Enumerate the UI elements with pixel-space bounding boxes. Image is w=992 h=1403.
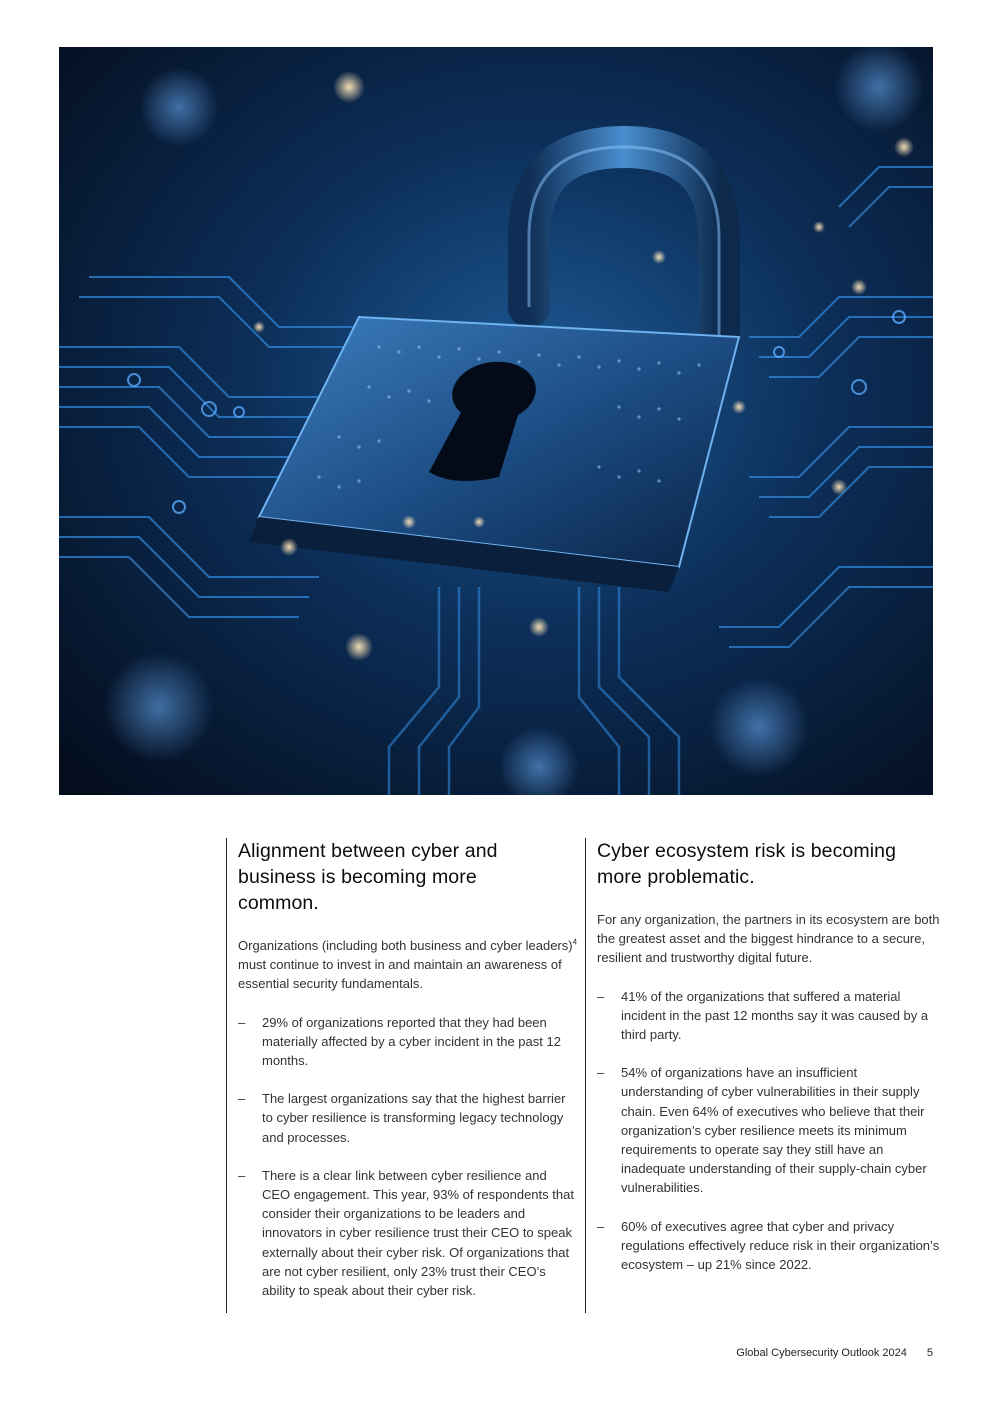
bullet-dash: – [597,1218,605,1234]
padlock-circuit-illustration [59,47,933,795]
list-item [597,987,942,1045]
page-footer [736,1347,933,1359]
right-bullet-list [597,987,942,1275]
list-item [597,1063,942,1197]
footnote-ref[interactable]: 4 [572,937,578,947]
list-item [238,1013,578,1071]
left-column [226,838,578,1313]
left-bullet-list [238,1013,578,1301]
right-intro: For any organization, the partners in its ecosystem are both the greatest asset and the biggest hindrance to a secure, resilient and trustworthy digital future. [597,912,940,966]
list-item [597,1217,942,1275]
left-intro [238,936,578,994]
bullet-text: 60% of executives agree that cyber and privacy regulations effectively reduce risk in their organization’s ecosystem – up 21% since 2022. [621,1218,940,1273]
bullet-text: The largest organizations say that the highest barrier to cyber resilience is transforming legacy technology and processes. [262,1091,566,1145]
bullet-dash: – [597,988,605,1004]
bullet-dash: – [597,1065,605,1081]
bullet-text: There is a clear link between cyber resilience and CEO engagement. This year, 93% of respondents that consider their organizations to be leaders and innovators in cyber resilience trust their CEO to speak externally about their cyber risk. Of organizations that are not cyber resilient, only 23% trust their CEO’s ability to speak about their cyber risk. [262,1167,574,1299]
left-intro-text: Organizations (including both business and cyber leaders) [238,938,573,953]
bullet-text: 54% of organizations have an insufficient understanding of cyber vulnerabilities in their supply chain. Even 64% of executives who believe that their organization’s cyber resilience meets its minimum requirements to operate say they still have an inadequate understanding of their supply-chain cyber vulnerabilities. [621,1065,927,1196]
right-heading: Cyber ecosystem risk is becoming more problematic. [597,840,897,888]
left-intro-text-cont: must continue to invest in and maintain an awareness of essential security fundamentals. [238,957,562,992]
list-item [238,1166,578,1300]
bullet-text: 41% of the organizations that suffered a material incident in the past 12 months say it was caused by a third party. [621,988,929,1043]
bullet-dash: – [238,1091,246,1107]
footer-title: Global Cybersecurity Outlook 2024 [736,1347,907,1359]
bullet-dash: – [238,1167,246,1183]
page-number: 5 [926,1347,933,1359]
left-heading: Alignment between cyber and business is becoming more common. [238,840,498,914]
hero-image [59,47,933,795]
bullet-dash: – [238,1014,246,1030]
list-item [238,1089,578,1147]
bullet-text: 29% of organizations reported that they had been materially affected by a cyber incident in the past 12 months. [262,1014,561,1069]
right-column [585,838,942,1313]
